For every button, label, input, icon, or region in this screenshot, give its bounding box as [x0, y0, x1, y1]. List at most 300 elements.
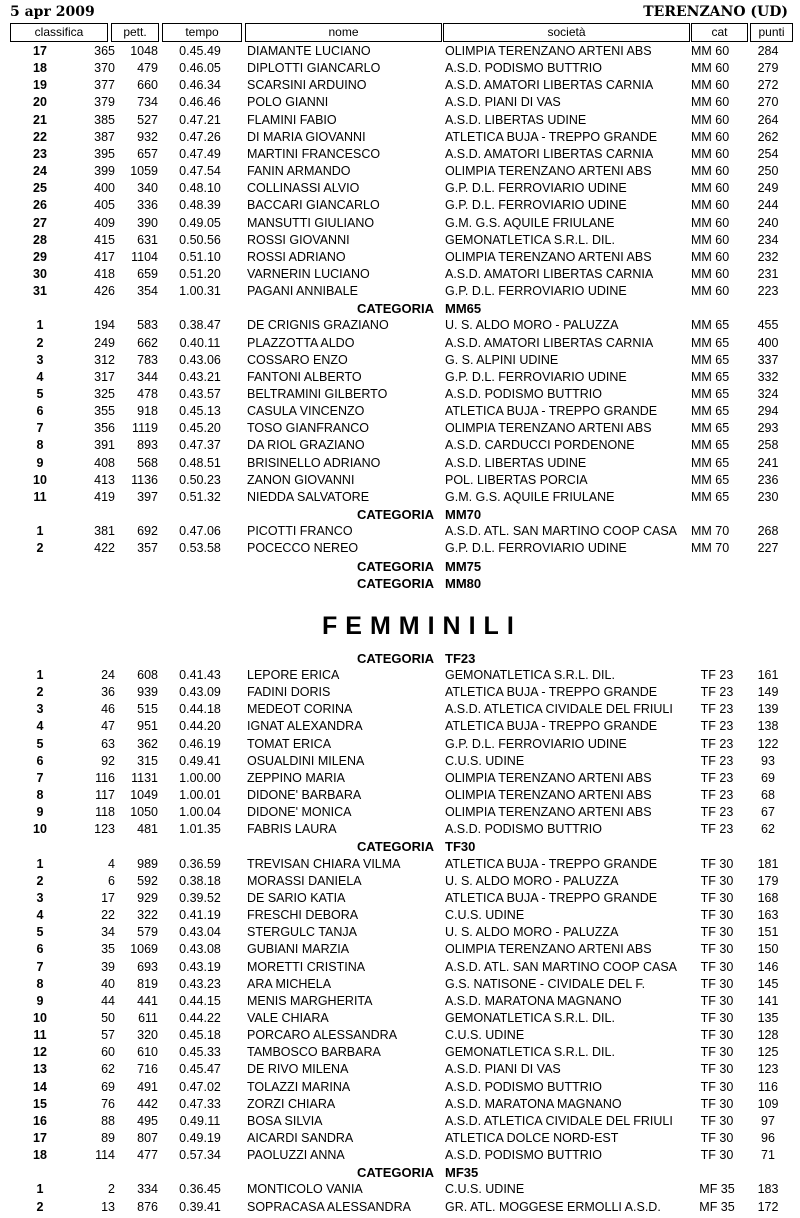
bib-number-cell: 357 — [137, 541, 158, 556]
category-cell: TF 30 — [700, 993, 734, 1008]
bib-number-cell: 478 — [137, 387, 158, 401]
points-cell: 244 — [757, 198, 779, 213]
overall-position-cell: 50 — [101, 1010, 115, 1025]
club-cell: ATLETICA BUJA - TREPPO GRANDE — [445, 404, 658, 419]
time-cell: 0.47.37 — [179, 438, 221, 453]
bib-number-cell: 631 — [137, 232, 158, 247]
time-cell: 0.43.57 — [179, 387, 221, 401]
column-header-points: punti — [750, 23, 793, 42]
bib-number-cell: 354 — [137, 284, 158, 299]
overall-position-cell: 370 — [94, 61, 115, 76]
result-row — [0, 873, 800, 890]
bib-number-cell: 876 — [137, 1199, 158, 1214]
event-location: TERENZANO (UD) — [643, 4, 788, 20]
result-row — [0, 1061, 800, 1078]
rank-cell: 4 — [36, 719, 44, 734]
bib-number-cell: 1136 — [131, 472, 158, 487]
athlete-name-cell: MEDEOT CORINA — [247, 702, 353, 717]
points-cell: 151 — [757, 925, 779, 940]
bib-number-cell: 397 — [137, 489, 158, 504]
rank-cell: 11 — [33, 489, 47, 504]
category-cell: TF 23 — [700, 736, 734, 751]
overall-position-cell: 422 — [94, 541, 115, 556]
athlete-name-cell: PAOLUZZI ANNA — [247, 1148, 345, 1163]
bib-number-cell: 322 — [137, 908, 158, 923]
athlete-name-cell: DE CRIGNIS GRAZIANO — [247, 318, 389, 333]
points-cell: 128 — [757, 1028, 779, 1043]
overall-position-cell: 395 — [94, 146, 115, 161]
bib-number-cell: 657 — [137, 146, 158, 161]
athlete-name-cell: ZANON GIOVANNI — [247, 472, 355, 487]
rank-cell: 7 — [36, 421, 44, 436]
overall-position-cell: 426 — [94, 284, 115, 299]
rank-cell: 10 — [33, 472, 47, 487]
overall-position-cell: 117 — [95, 788, 115, 802]
result-row — [0, 959, 800, 976]
time-cell: 0.40.11 — [179, 335, 221, 350]
result-row — [0, 1181, 800, 1198]
points-cell: 250 — [757, 164, 779, 179]
result-row — [0, 540, 800, 557]
club-cell: A.S.D. ATL. SAN MARTINO COOP CASA — [445, 959, 678, 974]
category-cell: TF 23 — [700, 822, 734, 837]
result-row — [0, 43, 800, 60]
category-cell: MM 60 — [691, 164, 730, 179]
athlete-name-cell: MENIS MARGHERITA — [247, 993, 373, 1008]
bib-number-cell: 1049 — [130, 788, 158, 802]
category-cell: MM 60 — [691, 249, 730, 264]
overall-position-cell: 415 — [94, 232, 115, 247]
rank-cell: 6 — [36, 753, 44, 768]
rank-cell: 14 — [33, 1079, 47, 1094]
bib-number-cell: 893 — [137, 438, 158, 453]
points-cell: 183 — [757, 1182, 779, 1197]
category-cell: MF 35 — [699, 1199, 735, 1214]
club-cell: A.S.D. PODISMO BUTTRIO — [445, 1148, 602, 1163]
overall-position-cell: 89 — [101, 1131, 115, 1145]
athlete-name-cell: TREVISAN CHIARA VILMA — [247, 856, 401, 871]
category-cell: MM 60 — [691, 78, 730, 93]
rank-cell: 1 — [36, 856, 44, 871]
time-cell: 0.49.05 — [179, 215, 221, 230]
category-heading-value: MM75 — [445, 558, 482, 574]
athlete-name-cell: NIEDDA SALVATORE — [247, 489, 370, 504]
time-cell: 0.44.22 — [179, 1010, 221, 1025]
points-cell: 279 — [757, 61, 779, 76]
result-row — [0, 60, 800, 77]
overall-position-cell: 391 — [94, 438, 115, 453]
result-row — [0, 924, 800, 941]
club-cell: A.S.D. LIBERTAS UDINE — [445, 455, 587, 470]
club-cell: A.S.D. ATL. SAN MARTINO COOP CASA — [445, 524, 678, 539]
points-cell: 181 — [757, 856, 779, 871]
rank-cell: 8 — [36, 976, 44, 991]
rank-cell: 1 — [36, 318, 44, 333]
athlete-name-cell: PORCARO ALESSANDRA — [247, 1028, 398, 1043]
points-cell: 172 — [757, 1199, 779, 1214]
rank-cell: 10 — [33, 822, 47, 837]
athlete-name-cell: ROSSI ADRIANO — [247, 249, 346, 264]
result-row — [0, 804, 800, 821]
bib-number-cell: 659 — [137, 266, 158, 281]
club-cell: A.S.D. PODISMO BUTTRIO — [445, 822, 602, 837]
time-cell: 0.45.20 — [179, 421, 221, 436]
result-row — [0, 718, 800, 735]
bib-number-cell: 527 — [137, 112, 158, 127]
result-row — [0, 701, 800, 718]
athlete-name-cell: DI MARIA GIOVANNI — [247, 129, 366, 144]
category-heading-label: CATEGORIA — [356, 839, 434, 855]
result-row — [0, 112, 800, 129]
category-cell: MM 60 — [691, 198, 730, 213]
rank-cell: 18 — [33, 61, 47, 76]
time-cell: 0.45.13 — [179, 404, 221, 419]
rank-cell: 31 — [33, 284, 47, 299]
rank-cell: 26 — [33, 198, 47, 213]
column-header-name: nome — [245, 23, 442, 42]
overall-position-cell: 62 — [101, 1062, 115, 1077]
rank-cell: 24 — [33, 164, 47, 179]
category-cell: TF 23 — [700, 719, 734, 734]
category-cell: TF 30 — [700, 1148, 734, 1163]
bib-number-cell: 716 — [137, 1062, 158, 1077]
rank-cell: 7 — [36, 770, 44, 785]
bib-number-cell: 334 — [137, 1182, 158, 1197]
club-cell: U. S. ALDO MORO - PALUZZA — [445, 318, 619, 333]
result-row — [0, 403, 800, 420]
bib-number-cell: 477 — [137, 1148, 158, 1163]
category-cell: TF 30 — [700, 873, 734, 888]
time-cell: 0.39.41 — [179, 1199, 221, 1214]
points-cell: 109 — [757, 1096, 779, 1111]
rank-cell: 1 — [36, 667, 44, 682]
club-cell: C.U.S. UDINE — [445, 1028, 525, 1043]
points-cell: 284 — [757, 44, 779, 58]
category-cell: MM 65 — [691, 352, 730, 367]
points-cell: 122 — [757, 736, 779, 751]
athlete-name-cell: DE RIVO MILENA — [247, 1062, 349, 1077]
points-cell: 262 — [757, 129, 779, 144]
category-cell: TF 30 — [700, 856, 734, 871]
club-cell: G.P. D.L. FERROVIARIO UDINE — [445, 284, 627, 299]
category-cell: MM 65 — [691, 421, 730, 436]
bib-number-cell: 939 — [137, 685, 158, 700]
points-cell: 249 — [757, 181, 779, 196]
result-row — [0, 1147, 800, 1164]
category-cell: TF 30 — [700, 1045, 734, 1060]
category-heading-value: MM65 — [445, 301, 482, 317]
club-cell: U. S. ALDO MORO - PALUZZA — [445, 925, 619, 940]
category-cell: MM 65 — [691, 438, 730, 453]
result-row — [0, 941, 800, 958]
club-cell: C.U.S. UDINE — [445, 1182, 525, 1197]
result-row — [0, 386, 800, 403]
points-cell: 97 — [761, 1113, 775, 1128]
rank-cell: 1 — [36, 524, 44, 539]
athlete-name-cell: COSSARO ENZO — [247, 352, 348, 367]
points-cell: 96 — [761, 1131, 775, 1145]
time-cell: 0.41.43 — [179, 667, 221, 682]
club-cell: A.S.D. AMATORI LIBERTAS CARNIA — [445, 146, 654, 161]
rank-cell: 27 — [33, 215, 47, 230]
club-cell: OLIMPIA TERENZANO ARTENI ABS — [445, 44, 652, 58]
rank-cell: 5 — [36, 736, 44, 751]
points-cell: 161 — [757, 667, 779, 682]
points-cell: 270 — [757, 95, 779, 110]
overall-position-cell: 385 — [94, 112, 115, 127]
rank-cell: 18 — [33, 1148, 47, 1163]
result-row — [0, 1044, 800, 1061]
athlete-name-cell: MANSUTTI GIULIANO — [247, 215, 375, 230]
time-cell: 0.43.09 — [179, 685, 221, 700]
overall-position-cell: 4 — [108, 856, 115, 871]
points-cell: 163 — [757, 908, 779, 923]
points-cell: 93 — [761, 753, 775, 768]
time-cell: 0.36.45 — [179, 1182, 221, 1197]
points-cell: 294 — [757, 404, 779, 419]
bib-number-cell: 929 — [137, 890, 158, 905]
overall-position-cell: 405 — [94, 198, 115, 213]
time-cell: 1.00.31 — [179, 284, 221, 299]
athlete-name-cell: BACCARI GIANCARLO — [247, 198, 380, 213]
overall-position-cell: 24 — [101, 667, 115, 682]
category-heading — [0, 558, 800, 575]
points-cell: 139 — [757, 702, 779, 717]
overall-position-cell: 36 — [101, 685, 115, 700]
points-cell: 179 — [757, 873, 779, 888]
rank-cell: 10 — [33, 1010, 47, 1025]
category-cell: TF 23 — [700, 805, 734, 820]
rank-cell: 5 — [36, 925, 44, 940]
category-cell: TF 30 — [700, 959, 734, 974]
category-heading-value: TF23 — [445, 650, 476, 666]
category-heading — [0, 506, 800, 523]
rank-cell: 3 — [36, 352, 44, 367]
category-heading-label: CATEGORIA — [356, 1165, 434, 1181]
result-row — [0, 283, 800, 300]
club-cell: A.S.D. PODISMO BUTTRIO — [445, 387, 602, 401]
category-cell: MM 60 — [691, 215, 730, 230]
category-cell: MM 65 — [691, 489, 730, 504]
club-cell: A.S.D. PODISMO BUTTRIO — [445, 1079, 602, 1094]
club-cell: OLIMPIA TERENZANO ARTENI ABS — [445, 164, 652, 179]
overall-position-cell: 2 — [108, 1182, 115, 1197]
result-row — [0, 369, 800, 386]
overall-position-cell: 399 — [94, 164, 115, 179]
club-cell: G.P. D.L. FERROVIARIO UDINE — [445, 198, 627, 213]
rank-cell: 8 — [36, 788, 44, 802]
athlete-name-cell: COLLINASSI ALVIO — [247, 181, 360, 196]
bib-number-cell: 807 — [137, 1131, 158, 1145]
points-cell: 141 — [757, 993, 779, 1008]
time-cell: 0.45.49 — [179, 44, 221, 58]
overall-position-cell: 409 — [94, 215, 115, 230]
result-row — [0, 455, 800, 472]
club-cell: ATLETICA BUJA - TREPPO GRANDE — [445, 856, 658, 871]
overall-position-cell: 123 — [94, 822, 115, 837]
result-row — [0, 197, 800, 214]
time-cell: 0.38.18 — [179, 873, 221, 888]
result-row — [0, 821, 800, 838]
athlete-name-cell: FANTONI ALBERTO — [247, 369, 362, 384]
category-heading — [0, 838, 800, 855]
column-header-club: società — [443, 23, 690, 42]
overall-position-cell: 365 — [94, 44, 115, 58]
bib-number-cell: 660 — [137, 78, 158, 93]
time-cell: 0.41.19 — [179, 908, 221, 923]
rank-cell: 4 — [36, 908, 44, 923]
time-cell: 0.43.04 — [179, 925, 221, 940]
rank-cell: 9 — [36, 455, 44, 470]
category-cell: MM 65 — [691, 472, 730, 487]
overall-position-cell: 408 — [94, 455, 115, 470]
overall-position-cell: 116 — [95, 770, 115, 785]
athlete-name-cell: OSUALDINI MILENA — [247, 753, 365, 768]
category-heading-value: MM80 — [445, 575, 482, 591]
category-cell: TF 30 — [700, 1079, 734, 1094]
athlete-name-cell: TOSO GIANFRANCO — [247, 421, 370, 436]
category-cell: MM 65 — [691, 455, 730, 470]
time-cell: 1.00.01 — [179, 788, 221, 802]
category-heading-label: CATEGORIA — [356, 301, 434, 317]
category-cell: MM 65 — [691, 387, 730, 401]
category-cell: MM 70 — [691, 524, 730, 539]
rank-cell: 9 — [36, 993, 44, 1008]
athlete-name-cell: VARNERIN LUCIANO — [247, 266, 370, 281]
club-cell: C.U.S. UDINE — [445, 908, 525, 923]
club-cell: G.S. NATISONE - CIVIDALE DEL F. — [445, 976, 646, 991]
overall-position-cell: 387 — [94, 129, 115, 144]
result-row — [0, 489, 800, 506]
club-cell: POL. LIBERTAS PORCIA — [445, 472, 588, 487]
result-row — [0, 437, 800, 454]
time-cell: 0.46.19 — [179, 736, 221, 751]
bib-number-cell: 315 — [137, 753, 158, 768]
category-cell: TF 30 — [700, 1010, 734, 1025]
bib-number-cell: 918 — [137, 404, 158, 419]
overall-position-cell: 88 — [101, 1113, 115, 1128]
result-row — [0, 94, 800, 111]
bib-number-cell: 610 — [137, 1045, 158, 1060]
category-cell: TF 30 — [700, 908, 734, 923]
category-cell: TF 23 — [700, 685, 734, 700]
athlete-name-cell: BRISINELLO ADRIANO — [247, 455, 381, 470]
overall-position-cell: 40 — [101, 976, 115, 991]
bib-number-cell: 692 — [137, 524, 158, 539]
points-cell: 258 — [757, 438, 779, 453]
rank-cell: 2 — [36, 1199, 44, 1214]
athlete-name-cell: VALE CHIARA — [247, 1010, 329, 1025]
points-cell: 71 — [761, 1148, 775, 1163]
club-cell: OLIMPIA TERENZANO ARTENI ABS — [445, 788, 652, 802]
club-cell: OLIMPIA TERENZANO ARTENI ABS — [445, 805, 652, 820]
category-heading — [0, 1164, 800, 1181]
rank-cell: 17 — [33, 44, 47, 58]
athlete-name-cell: TOLAZZI MARINA — [247, 1079, 351, 1094]
athlete-name-cell: DE SARIO KATIA — [247, 890, 346, 905]
time-cell: 0.48.51 — [179, 455, 221, 470]
category-cell: TF 30 — [700, 942, 734, 957]
time-cell: 0.45.47 — [179, 1062, 221, 1077]
points-cell: 272 — [757, 78, 779, 93]
result-row — [0, 890, 800, 907]
rank-cell: 3 — [36, 890, 44, 905]
points-cell: 230 — [757, 489, 779, 504]
overall-position-cell: 413 — [94, 472, 115, 487]
bib-number-cell: 495 — [137, 1113, 158, 1128]
bib-number-cell: 1131 — [131, 770, 158, 785]
rank-cell: 9 — [36, 805, 44, 820]
category-heading-label: CATEGORIA — [356, 558, 434, 574]
club-cell: A.S.D. ATLETICA CIVIDALE DEL FRIULI — [445, 1113, 673, 1128]
overall-position-cell: 34 — [101, 925, 115, 940]
time-cell: 0.47.54 — [179, 164, 221, 179]
rank-cell: 6 — [36, 942, 44, 957]
result-row — [0, 753, 800, 770]
overall-position-cell: 419 — [94, 489, 115, 504]
bib-number-cell: 611 — [138, 1010, 158, 1025]
category-cell: TF 23 — [700, 770, 734, 785]
athlete-name-cell: MORASSI DANIELA — [247, 873, 362, 888]
time-cell: 0.50.56 — [179, 232, 221, 247]
points-cell: 69 — [761, 770, 775, 785]
overall-position-cell: 377 — [94, 78, 115, 93]
rank-cell: 5 — [36, 387, 44, 401]
club-cell: ATLETICA DOLCE NORD-EST — [445, 1131, 619, 1145]
overall-position-cell: 355 — [94, 404, 115, 419]
bib-number-cell: 783 — [137, 352, 158, 367]
club-cell: A.S.D. PODISMO BUTTRIO — [445, 61, 602, 76]
time-cell: 0.48.10 — [179, 181, 221, 196]
category-cell: TF 23 — [700, 753, 734, 768]
category-cell: MM 60 — [691, 146, 730, 161]
athlete-name-cell: SOPRACASA ALESSANDRA — [247, 1199, 411, 1214]
time-cell: 0.51.10 — [179, 249, 221, 264]
overall-position-cell: 39 — [101, 959, 115, 974]
points-cell: 168 — [757, 890, 779, 905]
club-cell: A.S.D. AMATORI LIBERTAS CARNIA — [445, 266, 654, 281]
rank-cell: 4 — [36, 369, 44, 384]
time-cell: 0.36.59 — [179, 856, 221, 871]
result-row — [0, 684, 800, 701]
time-cell: 0.51.32 — [179, 489, 221, 504]
time-cell: 0.47.26 — [179, 129, 221, 144]
result-row — [0, 1010, 800, 1027]
athlete-name-cell: IGNAT ALEXANDRA — [247, 719, 363, 734]
points-cell: 337 — [757, 352, 779, 367]
result-row — [0, 335, 800, 352]
points-cell: 400 — [757, 335, 779, 350]
athlete-name-cell: DIDONE' BARBARA — [247, 788, 362, 802]
athlete-name-cell: MARTINI FRANCESCO — [247, 146, 381, 161]
bib-number-cell: 515 — [137, 702, 158, 717]
overall-position-cell: 325 — [94, 387, 115, 401]
bib-number-cell: 1059 — [130, 164, 158, 179]
result-row — [0, 787, 800, 804]
athlete-name-cell: FABRIS LAURA — [247, 822, 337, 837]
overall-position-cell: 46 — [101, 702, 115, 717]
rank-cell: 2 — [36, 541, 44, 556]
result-row — [0, 1113, 800, 1130]
result-row — [0, 1096, 800, 1113]
points-cell: 149 — [757, 685, 779, 700]
club-cell: GEMONATLETICA S.R.L. DIL. — [445, 1045, 615, 1060]
club-cell: OLIMPIA TERENZANO ARTENI ABS — [445, 770, 652, 785]
category-heading-label: CATEGORIA — [356, 650, 434, 666]
overall-position-cell: 114 — [95, 1148, 115, 1163]
bib-number-cell: 989 — [137, 856, 158, 871]
club-cell: G.P. D.L. FERROVIARIO UDINE — [445, 541, 627, 556]
